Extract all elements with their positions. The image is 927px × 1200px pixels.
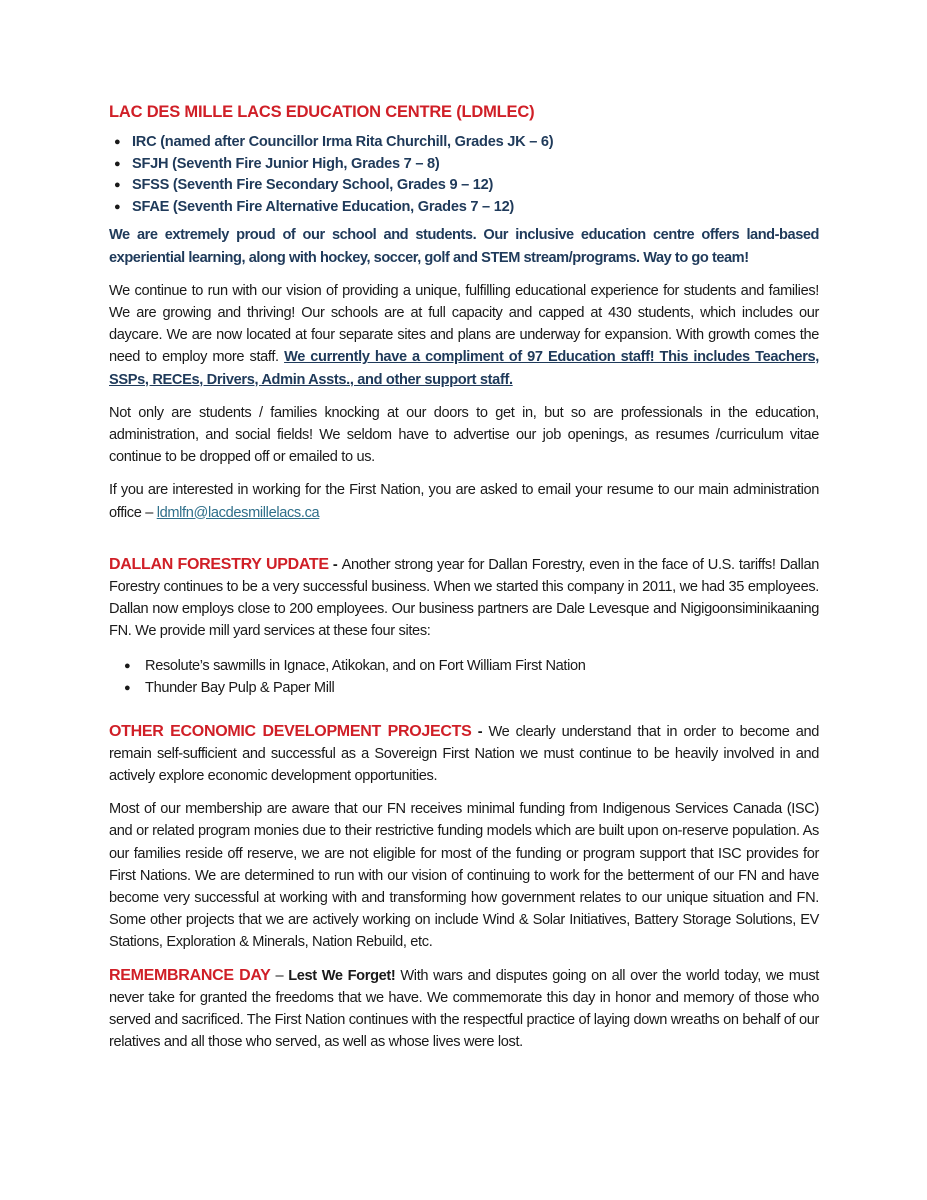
remembrance-heading: REMEMBRANCE DAY (109, 966, 271, 984)
list-item: ● Resolute’s sawmills in Ignace, Atikokan, and on Fort William First Nation (109, 655, 819, 677)
bullet-icon: ● (114, 136, 121, 148)
email-link[interactable]: ldmlfn@lacdesmillelacs.ca (156, 504, 320, 521)
schools-list (109, 132, 819, 218)
bullet-icon: ● (124, 659, 131, 672)
list-item: ● Thunder Bay Pulp & Paper Mill (109, 677, 819, 699)
document-page (109, 100, 819, 1053)
economic-heading: OTHER ECONOMIC DEVELOPMENT PROJECTS (109, 722, 472, 740)
economic-paragraph: OTHER ECONOMIC DEVELOPMENT PROJECTS - We clearly understand that in order to become and remain self-sufficient and successful as a Sovereign First Nation we must continue to be heavily involved in and actively explore economic development opportunities. (109, 722, 820, 785)
knocking-paragraph: Not only are students / families knocking at our doors to get in, but so are professionals in the education, administration, and social fields! We seldom have to advertise our job openings, as resumes /curriculum vitae continue to be dropped off or emailed to us. (109, 404, 819, 466)
bullet-icon: ● (114, 157, 121, 170)
list-item: ● IRC (named after Councillor Irma Rita Churchill, Grades JK – 6) (109, 132, 819, 154)
education-title: LAC DES MILLE LACS EDUCATION CENTRE (LDMLEC) (109, 103, 535, 121)
list-item: ● SFJH (Seventh Fire Junior High, Grades 7 – 8) (109, 154, 819, 176)
remembrance-paragraph: REMEMBRANCE DAY – Lest We Forget! With wars and disputes going on all over the world today, we must never take for granted the freedoms that we have. We commemorate this day in honor and memory of those who served and sacrificed. The First Nation continues with the respectful practice of laying down wreaths on behalf of our relatives and all those who served, as well as whose lives were lost. (109, 966, 819, 1051)
interested-paragraph: If you are interested in working for the First Nation, you are asked to email your resume to our main administration office – ldmlfn@lacdesmillelacs.ca (109, 482, 819, 521)
bullet-icon: ● (114, 179, 121, 192)
staff-highlight: We currently have a compliment of 97 Education staff! This includes Teachers, SSPs, RECEs, Drivers, Admin Assts., and other support staff. (109, 349, 819, 388)
proud-paragraph: We are extremely proud of our school and students. Our inclusive education centre offers land-based experiential learning, along with hockey, soccer, golf and STEM stream/programs. Way to go team! (109, 227, 819, 266)
list-item: ● SFSS (Seventh Fire Secondary School, Grades 9 – 12) (109, 175, 819, 197)
funding-paragraph: Most of our membership are aware that our FN receives minimal funding from Indigenous Services Canada (ISC) and or related program monies due to their restrictive funding models which are built upon on-reserve population. As our families reside off reserve, we are not eligible for most of the funding or program support that ISC provides for First Nations. We are determined to run with our vision of continuing to work for the betterment of our FN and have become very successful at working with and transforming how government relates to our unique situation and FN. Some other projects that we are actively working on include Wind & Solar Initiatives, Battery Storage Solutions, EV Stations, Exploration & Minerals, Nation Rebuild, etc. (109, 801, 819, 951)
sites-list (109, 655, 819, 699)
lest-we-forget: Lest We Forget! (288, 967, 396, 984)
list-item: ● SFAE (Seventh Fire Alternative Education, Grades 7 – 12) (109, 197, 819, 219)
vision-paragraph: We continue to run with our vision of providing a unique, fulfilling educational experience for students and families! We are growing and thriving! Our schools are at full capacity and capped at 430 students, which includes our daycare. We are now located at four separate sites and plans are underway for expansion. With growth comes the need to employ more staff. We currently have a compliment of 97 Education staff! This includes Teachers, SSPs, RECEs, Drivers, Admin Assts., and other support staff. (109, 282, 819, 388)
forestry-heading: DALLAN FORESTRY UPDATE (109, 555, 329, 573)
bullet-icon: ● (114, 200, 121, 213)
bullet-icon: ● (124, 681, 131, 694)
forestry-paragraph: DALLAN FORESTRY UPDATE - Another strong year for Dallan Forestry, even in the face of U.S. tariffs! Dallan Forestry continues to be a very successful business. When we started this company in 2011, we had 35 employees. Dallan now employs close to 200 employees. Our business partners are Dale Levesque and Nigigoonsiminikaaning FN. We provide mill yard services at these four sites: (109, 555, 819, 640)
